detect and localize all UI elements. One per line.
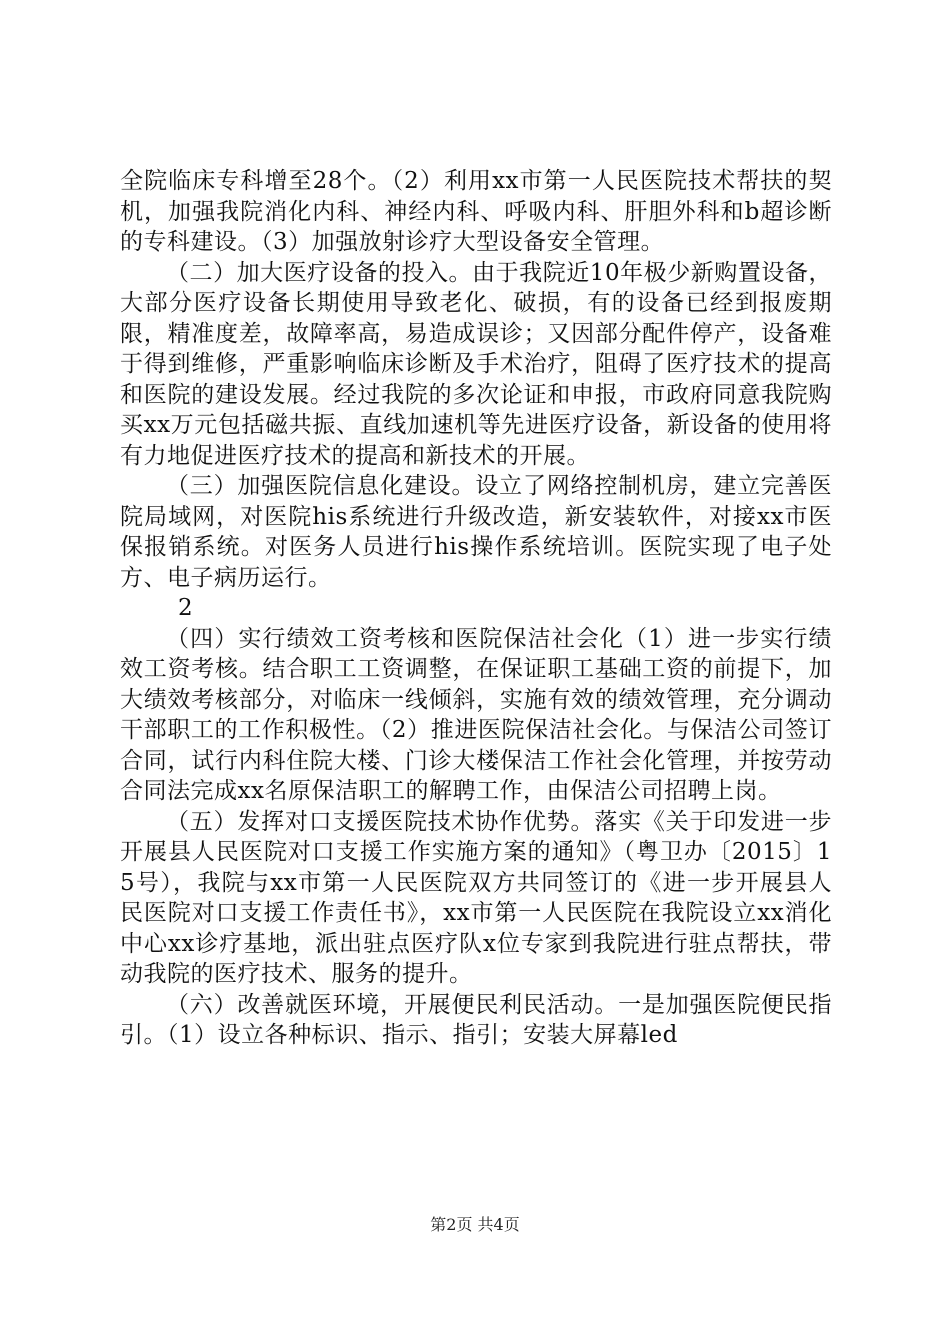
inline-page-number: 2 — [178, 595, 193, 621]
paragraph-informatization: （三）加强医院信息化建设。设立了网络控制机房，建立完善医院局域网，对医院his系统进行升级改造，新安装软件，对接xx市医保报销系统。对医务人员进行his操作系统培训。医院实现了电子处方、电子病历运行。 — [120, 473, 832, 591]
paragraph-medical-equipment: （二）加大医疗设备的投入。由于我院近10年极少新购置设备，大部分医疗设备长期使用导致老化、破损，有的设备已经到报废期限，精准度差，故障率高，易造成误诊；又因部分配件停产，设备难于得到维修，严重影响临床诊断及手术治疗，阻碍了医疗技术的提高和医院的建设发展。经过我院的多次论证和申报，市政府同意我院购买xx万元包括磁共振、直线加速机等先进医疗设备，新设备的使用将有力地促进医疗技术的提高和新技术的开展。 — [120, 259, 832, 469]
page-footer: 第2页 共4页 — [430, 1215, 520, 1234]
paragraph-counterpart-support: （五）发挥对口支援医院技术协作优势。落实《关于印发进一步开展县人民医院对口支援工作实施方案的通知》（粤卫办〔2015〕15号），我院与xx市第一人民医院双方共同签订的《进一步开展县人民医院对口支援工作责任书》，xx市第一人民医院在我院设立xx消化中心xx诊疗基地，派出驻点医疗队x位专家到我院进行驻点帮扶，带动我院的医疗技术、服务的提升。 — [120, 808, 832, 987]
document-body — [120, 166, 832, 1051]
paragraph-performance-salary: （四）实行绩效工资考核和医院保洁社会化（1）进一步实行绩效工资考核。结合职工工资调整，在保证职工基础工资的前提下，加大绩效考核部分，对临床一线倾斜，实施有效的绩效管理，充分调动干部职工的工作积极性。（2）推进医院保洁社会化。与保洁公司签订合同，试行内科住院大楼、门诊大楼保洁工作社会化管理，并按劳动合同法完成xx名原保洁职工的解聘工作，由保洁公司招聘上岗。 — [120, 625, 832, 804]
paragraph-medical-environment: （六）改善就医环境，开展便民利民活动。一是加强医院便民指引。（1）设立各种标识、指示、指引；安装大屏幕led — [120, 991, 832, 1048]
paragraph-specialty-continued: 全院临床专科增至28个。（2）利用xx市第一人民医院技术帮扶的契机，加强我院消化内科、神经内科、呼吸内科、肝胆外科和b超诊断的专科建设。（3）加强放射诊疗大型设备安全管理。 — [120, 168, 832, 255]
